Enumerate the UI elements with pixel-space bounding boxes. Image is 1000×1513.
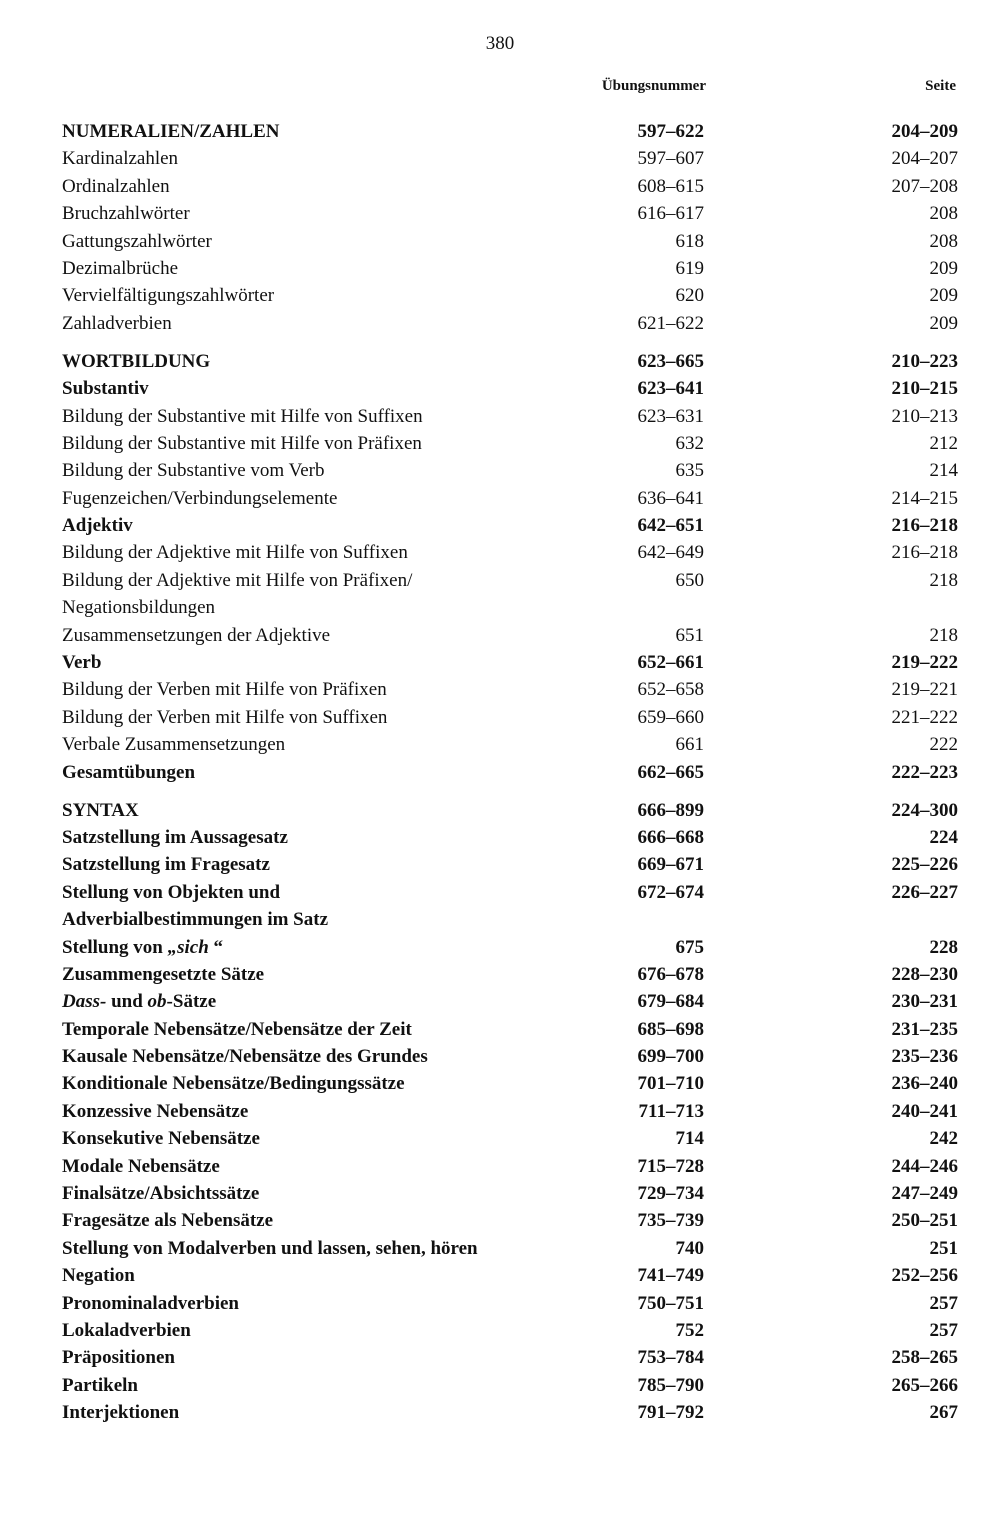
toc-entry-label: Verbale Zusammensetzungen: [62, 734, 286, 756]
toc-row: [62, 457, 958, 484]
toc-exercise-range: 791–792: [637, 1402, 704, 1424]
toc-row: [62, 145, 958, 172]
toc-row: [62, 1043, 958, 1070]
toc-entry-label: Finalsätze/Absichtssätze: [62, 1183, 260, 1205]
toc-row: [62, 1262, 958, 1289]
toc-page-range: 219–221: [891, 679, 958, 701]
toc-exercise-range: 750–751: [637, 1292, 704, 1314]
toc-page-range: 236–240: [891, 1073, 958, 1095]
toc-entry-label: Bildung der Verben mit Hilfe von Präfixen: [62, 679, 387, 701]
toc-page-range: 216–218: [891, 515, 958, 537]
toc-entry-label: Pronominaladverbien: [62, 1292, 239, 1314]
toc-entry-label: [62, 988, 216, 1015]
toc-page-range: 218: [929, 569, 958, 591]
toc-exercise-range: 619: [675, 257, 704, 279]
toc-entry-label: Lokaladverbien: [62, 1319, 191, 1341]
toc-entry-label: Negationsbildungen: [62, 597, 216, 619]
toc-row: [62, 906, 958, 933]
toc-entry-label: Satzstellung im Aussagesatz: [62, 826, 288, 848]
table-of-contents: [62, 118, 958, 1427]
toc-page-range: 208: [929, 230, 958, 252]
toc-row: [62, 173, 958, 200]
toc-entry-label-part: Dass-: [62, 991, 107, 1013]
toc-row: [62, 1207, 958, 1234]
toc-row: [62, 1290, 958, 1317]
toc-entry-label: Adjektiv: [62, 515, 133, 537]
toc-entry-label: Konditionale Nebensätze/Bedingungssätze: [62, 1073, 405, 1095]
toc-entry-label: Adverbialbestimmungen im Satz: [62, 909, 328, 931]
toc-exercise-range: 652–658: [637, 679, 704, 701]
toc-exercise-range: 675: [675, 936, 704, 958]
toc-exercise-range: 669–671: [637, 854, 704, 876]
toc-entry-label-part: -Sätze: [166, 991, 217, 1013]
toc-row: [62, 255, 958, 282]
toc-entry-label: Satzstellung im Fragesatz: [62, 854, 270, 876]
toc-entry-label-part: ob: [147, 991, 167, 1013]
toc-entry-label: Bildung der Verben mit Hilfe von Suffixen: [62, 706, 388, 728]
toc-exercise-range: 701–710: [637, 1073, 704, 1095]
toc-exercise-range: 753–784: [637, 1347, 704, 1369]
toc-row: [62, 1070, 958, 1097]
toc-entry-label: Kausale Nebensätze/Nebensätze des Grundes: [62, 1046, 428, 1068]
toc-exercise-range: 729–734: [637, 1183, 704, 1205]
toc-entry-label: Zusammengesetzte Sätze: [62, 963, 265, 985]
toc-exercise-range: 651: [675, 624, 704, 646]
toc-page-range: 251: [929, 1237, 958, 1259]
toc-page-range: 231–235: [891, 1018, 958, 1040]
column-header-exercise-number: Übungsnummer: [601, 78, 706, 94]
toc-entry-label-part: und: [106, 991, 148, 1013]
toc-row: [62, 1153, 958, 1180]
toc-page-range: 250–251: [891, 1210, 958, 1232]
toc-exercise-range: 699–700: [637, 1046, 704, 1068]
toc-page-range: 222–223: [891, 761, 958, 783]
toc-row: [62, 1372, 958, 1399]
toc-entry-label-part: Stellung von: [62, 936, 168, 958]
toc-page-range: 214–215: [891, 487, 958, 509]
toc-row: [62, 704, 958, 731]
toc-page-range: 219–222: [891, 652, 958, 674]
toc-row: [62, 1399, 958, 1426]
toc-entry-label: Modale Nebensätze: [62, 1155, 220, 1177]
toc-exercise-range: 650: [675, 569, 704, 591]
toc-entry-label: Ordinalzahlen: [62, 175, 170, 197]
toc-exercise-range: 685–698: [637, 1018, 704, 1040]
toc-page-range: 224: [929, 826, 958, 848]
toc-exercise-range: 785–790: [637, 1374, 704, 1396]
toc-entry-label: Konzessive Nebensätze: [62, 1100, 249, 1122]
toc-page-range: 204–207: [891, 148, 958, 170]
toc-row: [62, 375, 958, 402]
toc-entry-label: Fragesätze als Nebensätze: [62, 1210, 274, 1232]
toc-row: [62, 649, 958, 676]
toc-page-range: 208: [929, 203, 958, 225]
toc-exercise-range: 672–674: [637, 881, 704, 903]
toc-row: [62, 851, 958, 878]
toc-row: [62, 594, 958, 621]
toc-exercise-range: 715–728: [637, 1155, 704, 1177]
toc-row: [62, 1125, 958, 1152]
toc-page-range: 224–300: [891, 799, 958, 821]
toc-entry-label: Zahladverbien: [62, 312, 172, 334]
toc-row: [62, 403, 958, 430]
toc-entry-label: Verb: [62, 652, 102, 674]
toc-exercise-range: 740: [675, 1237, 704, 1259]
toc-page-range: 240–241: [891, 1100, 958, 1122]
toc-exercise-range: 666–668: [637, 826, 704, 848]
toc-page-range: 216–218: [891, 542, 958, 564]
toc-entry-label: Bildung der Substantive mit Hilfe von Präfixen: [62, 432, 422, 454]
toc-exercise-range: 632: [675, 432, 704, 454]
toc-row: [62, 676, 958, 703]
toc-row: [62, 1344, 958, 1371]
toc-exercise-range: 679–684: [637, 991, 704, 1013]
toc-entry-label: Negation: [62, 1265, 135, 1287]
toc-entry-label: Dezimalbrüche: [62, 257, 179, 279]
toc-page-range: 252–256: [891, 1265, 958, 1287]
toc-page-range: 218: [929, 624, 958, 646]
toc-exercise-range: 620: [675, 285, 704, 307]
toc-row: [62, 1180, 958, 1207]
toc-entry-label: Stellung von Modalverben und lassen, sehen, hören: [62, 1237, 478, 1259]
toc-row: [62, 622, 958, 649]
toc-exercise-range: 652–661: [637, 652, 704, 674]
toc-page-range: 210–213: [891, 405, 958, 427]
column-header-page: Seite: [925, 78, 956, 94]
toc-row: [62, 731, 958, 758]
toc-entry-label: WORTBILDUNG: [62, 350, 211, 372]
toc-exercise-range: 616–617: [637, 203, 704, 225]
toc-entry-label: Bildung der Substantive mit Hilfe von Suffixen: [62, 405, 423, 427]
toc-page-range: 235–236: [891, 1046, 958, 1068]
toc-exercise-range: 608–615: [637, 175, 704, 197]
toc-section-heading: [62, 348, 958, 375]
toc-page-range: 221–222: [891, 706, 958, 728]
toc-page-range: 209: [929, 285, 958, 307]
toc-exercise-range: 623–665: [637, 350, 704, 372]
toc-row: [62, 200, 958, 227]
toc-entry-label: [62, 934, 223, 961]
toc-entry-label: Bildung der Adjektive mit Hilfe von Präfixen/: [62, 569, 413, 591]
toc-page-range: 222: [929, 734, 958, 756]
toc-page-range: 265–266: [891, 1374, 958, 1396]
toc-exercise-range: 661: [675, 734, 704, 756]
toc-row: [62, 1016, 958, 1043]
toc-page-range: 242: [929, 1128, 958, 1150]
toc-entry-label: Präpositionen: [62, 1347, 175, 1369]
toc-exercise-range: 636–641: [637, 487, 704, 509]
toc-exercise-range: 597–607: [637, 148, 704, 170]
toc-row: [62, 1235, 958, 1262]
toc-entry-label: Stellung von Objekten und: [62, 881, 281, 903]
toc-row: [62, 228, 958, 255]
toc-page-range: 212: [929, 432, 958, 454]
toc-exercise-range: 642–651: [637, 515, 704, 537]
toc-entry-label: Temporale Nebensätze/Nebensätze der Zeit: [62, 1018, 412, 1040]
toc-page-range: 247–249: [891, 1183, 958, 1205]
toc-row: [62, 1317, 958, 1344]
toc-page-range: 209: [929, 312, 958, 334]
toc-exercise-range: 597–622: [637, 121, 704, 142]
toc-page-range: 209: [929, 257, 958, 279]
toc-section-heading: [62, 118, 958, 145]
toc-exercise-range: 666–899: [637, 799, 704, 821]
toc-exercise-range: 659–660: [637, 706, 704, 728]
toc-entry-label: Interjektionen: [62, 1402, 180, 1424]
toc-entry-label: Partikeln: [62, 1374, 138, 1396]
toc-page-range: 257: [929, 1319, 958, 1341]
toc-exercise-range: 752: [675, 1319, 704, 1341]
toc-row: [62, 512, 958, 539]
toc-row: [62, 759, 958, 786]
toc-row: [62, 824, 958, 851]
toc-entry-label: Fugenzeichen/Verbindungselemente: [62, 487, 338, 509]
toc-exercise-range: 711–713: [638, 1100, 704, 1122]
toc-exercise-range: 635: [675, 460, 704, 482]
toc-page-range: 267: [929, 1402, 958, 1424]
toc-exercise-range: 676–678: [637, 963, 704, 985]
toc-page-range: 228: [929, 936, 958, 958]
toc-row: [62, 539, 958, 566]
toc-row: [62, 430, 958, 457]
toc-page-range: 210–223: [891, 350, 958, 372]
toc-exercise-range: 623–631: [637, 405, 704, 427]
toc-entry-label-part: “: [208, 936, 224, 958]
toc-page-range: 226–227: [891, 881, 958, 903]
toc-page-range: 210–215: [891, 378, 958, 400]
toc-entry-label: Zusammensetzungen der Adjektive: [62, 624, 331, 646]
toc-page-range: 204–209: [891, 121, 958, 142]
toc-entry-label: SYNTAX: [62, 799, 139, 821]
toc-page-range: 225–226: [891, 854, 958, 876]
toc-row: [62, 879, 958, 906]
toc-exercise-range: 662–665: [637, 761, 704, 783]
toc-exercise-range: 741–749: [637, 1265, 704, 1287]
toc-row: [62, 1098, 958, 1125]
toc-exercise-range: 618: [675, 230, 704, 252]
toc-entry-label: Vervielfältigungszahlwörter: [62, 285, 275, 307]
toc-row: [62, 485, 958, 512]
toc-exercise-range: 623–641: [637, 378, 704, 400]
toc-exercise-range: 735–739: [637, 1210, 704, 1232]
toc-row: [62, 961, 958, 988]
toc-entry-label: Bildung der Substantive vom Verb: [62, 460, 325, 482]
toc-row: [62, 988, 958, 1015]
toc-row: [62, 567, 958, 594]
toc-entry-label: Substantiv: [62, 378, 149, 400]
toc-entry-label: Bildung der Adjektive mit Hilfe von Suffixen: [62, 542, 408, 564]
toc-exercise-range: 714: [675, 1128, 704, 1150]
toc-entry-label: Bruchzahlwörter: [62, 203, 190, 225]
toc-entry-label-part: „sich: [167, 936, 209, 958]
toc-entry-label: NUMERALIEN/ZAHLEN: [62, 121, 280, 142]
page-number: 380: [485, 33, 515, 54]
toc-row: [62, 934, 958, 961]
toc-page-range: 214: [929, 460, 958, 482]
toc-entry-label: Kardinalzahlen: [62, 148, 179, 170]
toc-page-range: 258–265: [891, 1347, 958, 1369]
toc-page-range: 230–231: [891, 991, 958, 1013]
toc-exercise-range: 642–649: [637, 542, 704, 564]
toc-entry-label: Gattungszahlwörter: [62, 230, 212, 252]
toc-page-range: 228–230: [891, 963, 958, 985]
toc-section-heading: [62, 797, 958, 824]
toc-exercise-range: 621–622: [637, 312, 704, 334]
toc-page-range: 257: [929, 1292, 958, 1314]
toc-page-range: 244–246: [891, 1155, 958, 1177]
toc-row: [62, 310, 958, 337]
toc-entry-label: Gesamtübungen: [62, 761, 196, 783]
toc-entry-label: Konsekutive Nebensätze: [62, 1128, 260, 1150]
toc-page-range: 207–208: [891, 175, 958, 197]
toc-row: [62, 282, 958, 309]
